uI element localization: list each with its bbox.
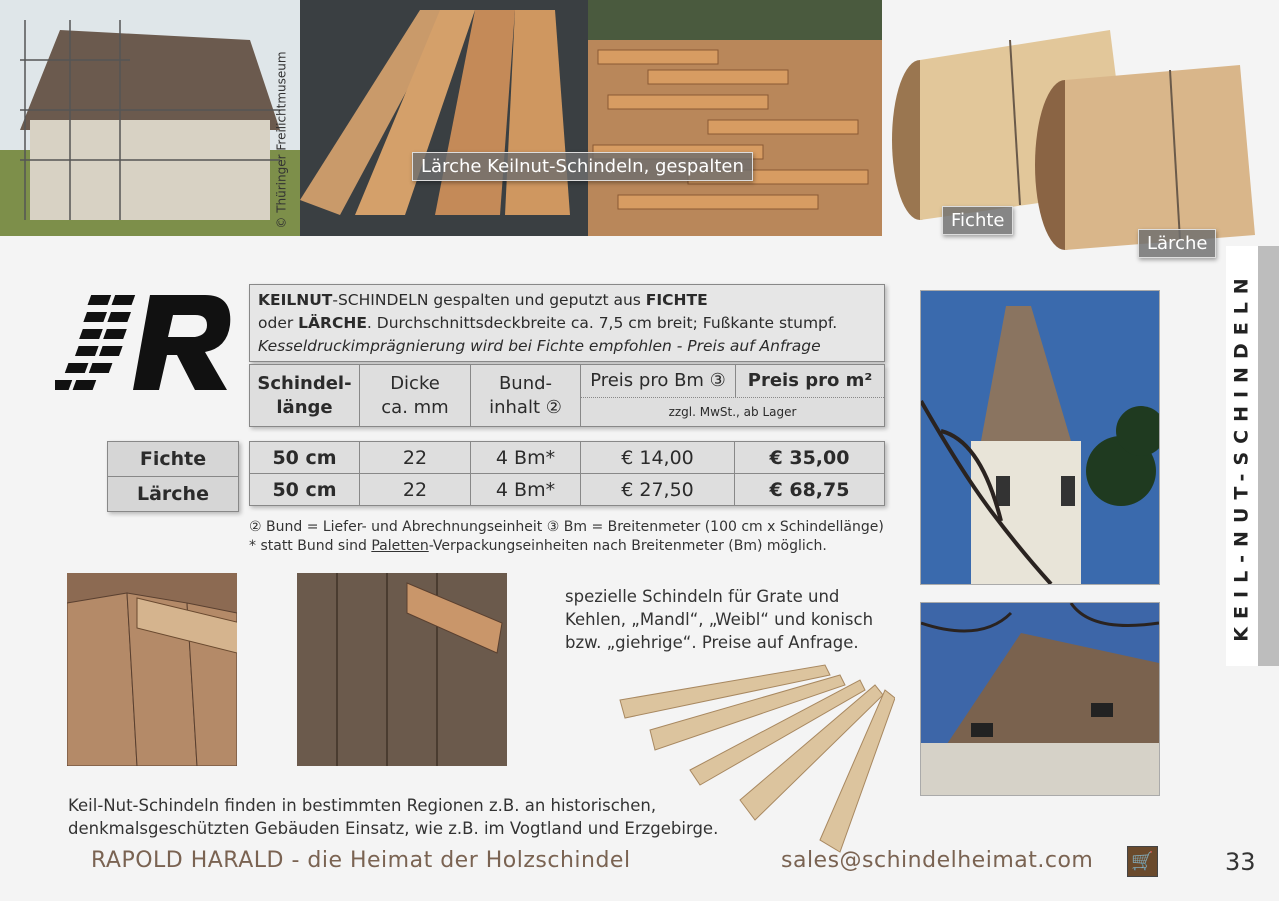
paletten-link[interactable]: Paletten [371,538,429,554]
sidebar-title: KEIL-NUT-SCHINDELN [1226,246,1258,666]
footnotes [249,518,884,556]
usage-line-1: Keil-Nut-Schindeln finden in bestimmten Regionen z.B. an historischen, [68,796,657,815]
usage-text [68,794,718,840]
header-preis-m2: Preis pro m² [747,370,873,391]
table-row [250,442,885,474]
caption-larch-shingles: Lärche Keilnut-Schindeln, gespalten [412,152,753,181]
header-preis-bm: Preis pro Bm ③ [581,365,736,397]
table-row [250,474,885,506]
price-table-body [249,441,885,506]
photo-credit: © Thüringer Freilichtmuseum [275,51,290,229]
description-line-2: oder LÄRCHE. Durchschnittsdeckbreite ca. 7,5 cm breit; Fußkante stumpf. [258,314,838,332]
product-description [249,284,885,362]
cell-bund: 4 Bm* [471,474,581,506]
photo-museum-building [0,0,300,236]
cell-preis-m2: € 35,00 [735,442,885,474]
cell-dicke: 22 [360,442,471,474]
price-table-header [249,364,885,427]
special-line-3: bzw. „giehrige“. Preise auf Anfrage. [565,633,859,652]
shopping-cart-icon[interactable]: 🛒 [1127,846,1158,877]
photo-shingle-profile [297,573,507,766]
cell-laenge: 50 cm [250,442,360,474]
photo-larch-shingles [300,0,590,236]
header-schindellaenge: Schindel- länge [250,365,360,427]
cell-dicke: 22 [360,474,471,506]
cell-preis-bm: € 14,00 [581,442,735,474]
special-shingles-text [565,585,873,654]
cell-preis-bm: € 27,50 [581,474,735,506]
special-line-2: Kehlen, „Mandl“, „Weibl“ und konisch [565,610,874,629]
caption-laerche: Lärche [1138,229,1216,258]
photo-church-tower [920,290,1160,585]
description-line-3: Kesseldruckimprägnierung wird bei Fichte empfohlen - Preis auf Anfrage [258,337,821,355]
footnote-1: ② Bund = Liefer- und Abrechnungseinheit ③ Bm = Breitenmeter (100 cm x Schindellänge) [249,519,884,535]
header-bundinhalt: Bund- inhalt ② [471,365,581,427]
page-number: 33 [1225,848,1256,876]
footer-company: RAPOLD HARALD - die Heimat der Holzschindel [91,848,631,873]
caption-fichte: Fichte [942,206,1013,235]
cell-preis-m2: € 68,75 [735,474,885,506]
special-line-1: spezielle Schindeln für Grate und [565,587,840,606]
photo-church-roof [920,602,1160,796]
cell-bund: 4 Bm* [471,442,581,474]
row-labels [107,441,239,512]
header-prices [581,365,885,427]
photo-shingle-joint [67,573,237,766]
cell-laenge: 50 cm [250,474,360,506]
header-price-note: zzgl. MwSt., ab Lager [668,405,797,419]
row-label-fichte: Fichte [108,442,239,477]
row-label-laerche: Lärche [108,477,239,512]
photo-shingle-pile [588,0,882,236]
description-line-1: KEILNUT-SCHINDELN gespalten und geputzt aus FICHTE [258,291,708,309]
footnote-2: * statt Bund sind Paletten-Verpackungseinheiten nach Breitenmeter (Bm) möglich. [249,538,827,554]
footer-email-link[interactable]: sales@schindelheimat.com [781,848,1094,873]
usage-line-2: denkmalsgeschützten Gebäuden Einsatz, wie z.B. im Vogtland und Erzgebirge. [68,819,719,838]
header-dicke: Dicke ca. mm [360,365,471,427]
company-logo [55,290,235,400]
